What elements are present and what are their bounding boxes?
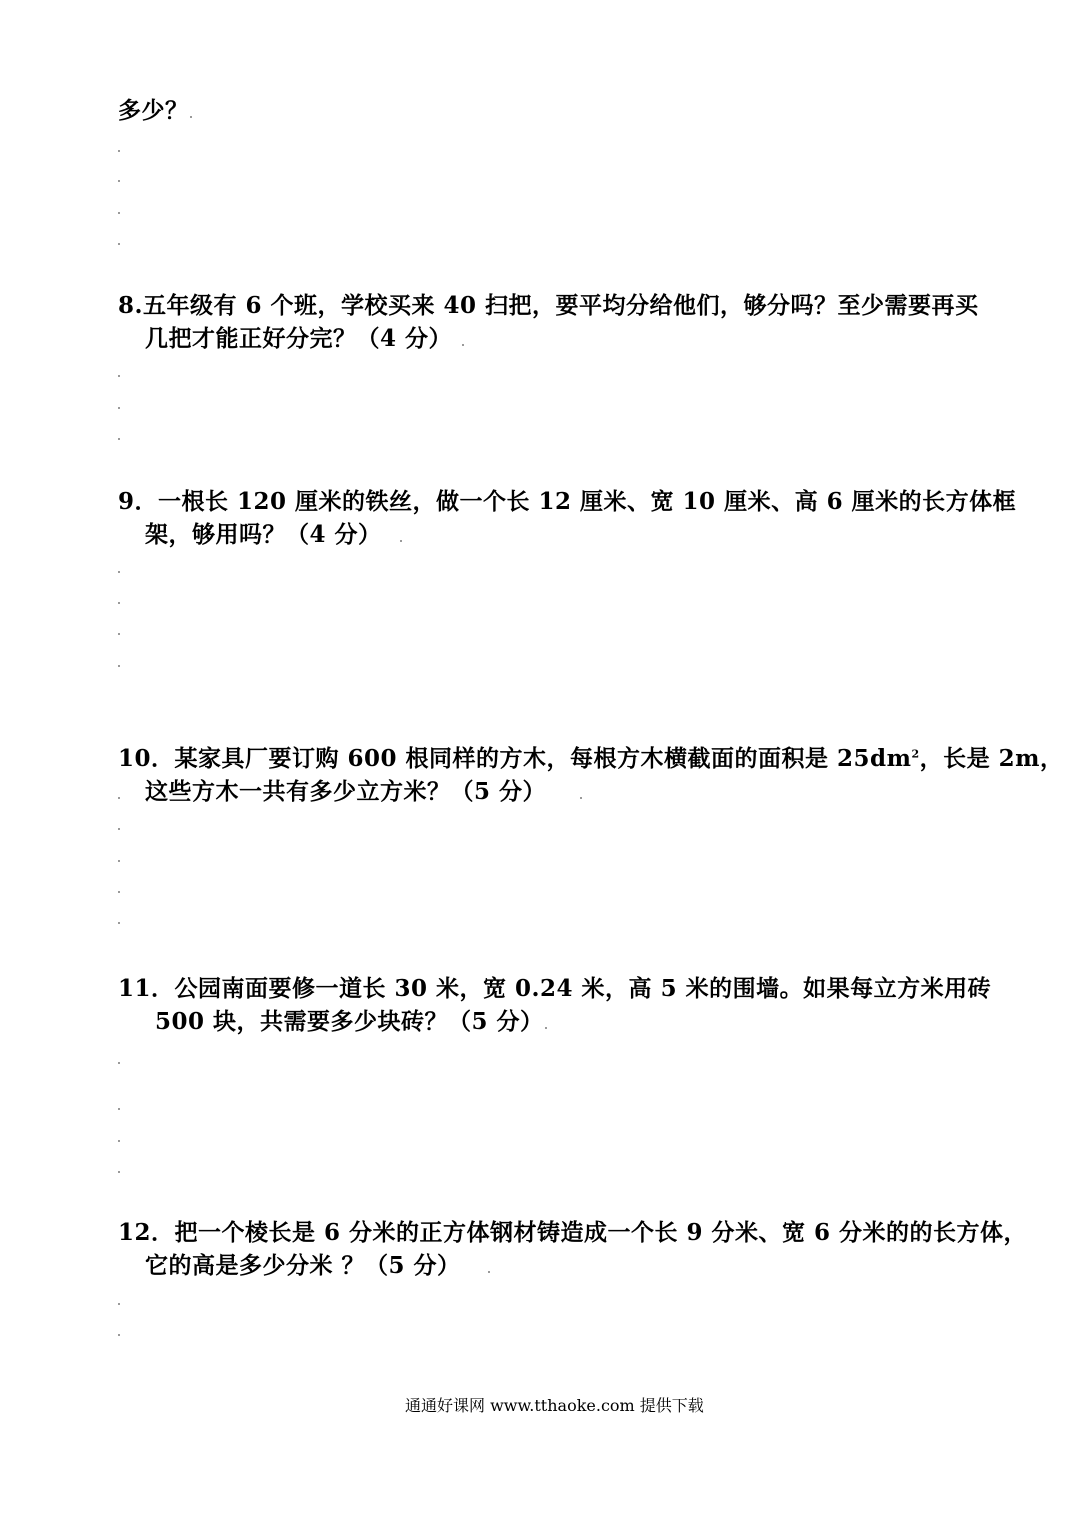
- question-10-text-a: 10．某家具厂要订购 600 根同样的方木，每根方木横截面的面积是 25dm: [118, 745, 912, 772]
- scan-speck: [118, 180, 120, 182]
- question-9-line-2: 架，够用吗？（4 分）: [145, 521, 382, 548]
- scan-speck: [118, 150, 120, 152]
- scan-speck: [118, 797, 120, 799]
- scan-speck: [400, 540, 402, 542]
- question-10-line-2: 这些方木一共有多少立方米？（5 分）: [145, 778, 547, 805]
- scan-speck: [580, 797, 582, 799]
- scan-speck: [118, 665, 120, 667]
- scan-speck: [118, 633, 120, 635]
- question-12-line-2: 它的高是多少分米 ？（5 分）: [145, 1252, 461, 1279]
- question-9-line-1: 9．一根长 120 厘米的铁丝，做一个长 12 厘米、宽 10 厘米、高 6 厘米的长方体框: [118, 488, 1017, 515]
- question-10-line-1: [118, 740, 1063, 773]
- scan-speck: [118, 1140, 120, 1142]
- question-10-text-b: ，长是 2m，: [919, 745, 1064, 772]
- scan-speck: [118, 602, 120, 604]
- scan-speck: [118, 212, 120, 214]
- scan-speck: [118, 1334, 120, 1336]
- scan-speck: [118, 571, 120, 573]
- scan-speck: [118, 243, 120, 245]
- scan-speck: [545, 1027, 547, 1029]
- scan-speck: [118, 891, 120, 893]
- scan-speck: [118, 1303, 120, 1305]
- question-12-line-1: 12．把一个棱长是 6 分米的正方体钢材铸造成一个长 9 分米、宽 6 分米的的长方体，: [118, 1219, 1028, 1246]
- scan-speck: [118, 922, 120, 924]
- scan-speck: [118, 1062, 120, 1064]
- scan-speck: [118, 1108, 120, 1110]
- scan-speck: [118, 860, 120, 862]
- intro-continuation: 多少？: [118, 97, 189, 124]
- scan-speck: [190, 116, 192, 118]
- scan-speck: [488, 1271, 490, 1273]
- scan-speck: [462, 344, 464, 346]
- question-11-line-1: 11．公园南面要修一道长 30 米，宽 0.24 米，高 5 米的围墙。如果每立方米用砖: [118, 975, 992, 1002]
- question-10-superscript: 2: [911, 747, 920, 761]
- question-8-line-2: 几把才能正好分完？（4 分）: [145, 325, 453, 352]
- scan-speck: [118, 407, 120, 409]
- scan-speck: [118, 438, 120, 440]
- scan-speck: [118, 1171, 120, 1173]
- question-8-line-1: 8.五年级有 6 个班，学校买来 40 扫把，要平均分给他们，够分吗？至少需要再买: [118, 292, 979, 319]
- footer-credit: 通通好课网 www.tthaoke.com 提供下载: [405, 1396, 704, 1415]
- scan-speck: [118, 375, 120, 377]
- question-11-line-2: 500 块，共需要多少块砖？（5 分）: [155, 1008, 544, 1035]
- scan-speck: [118, 828, 120, 830]
